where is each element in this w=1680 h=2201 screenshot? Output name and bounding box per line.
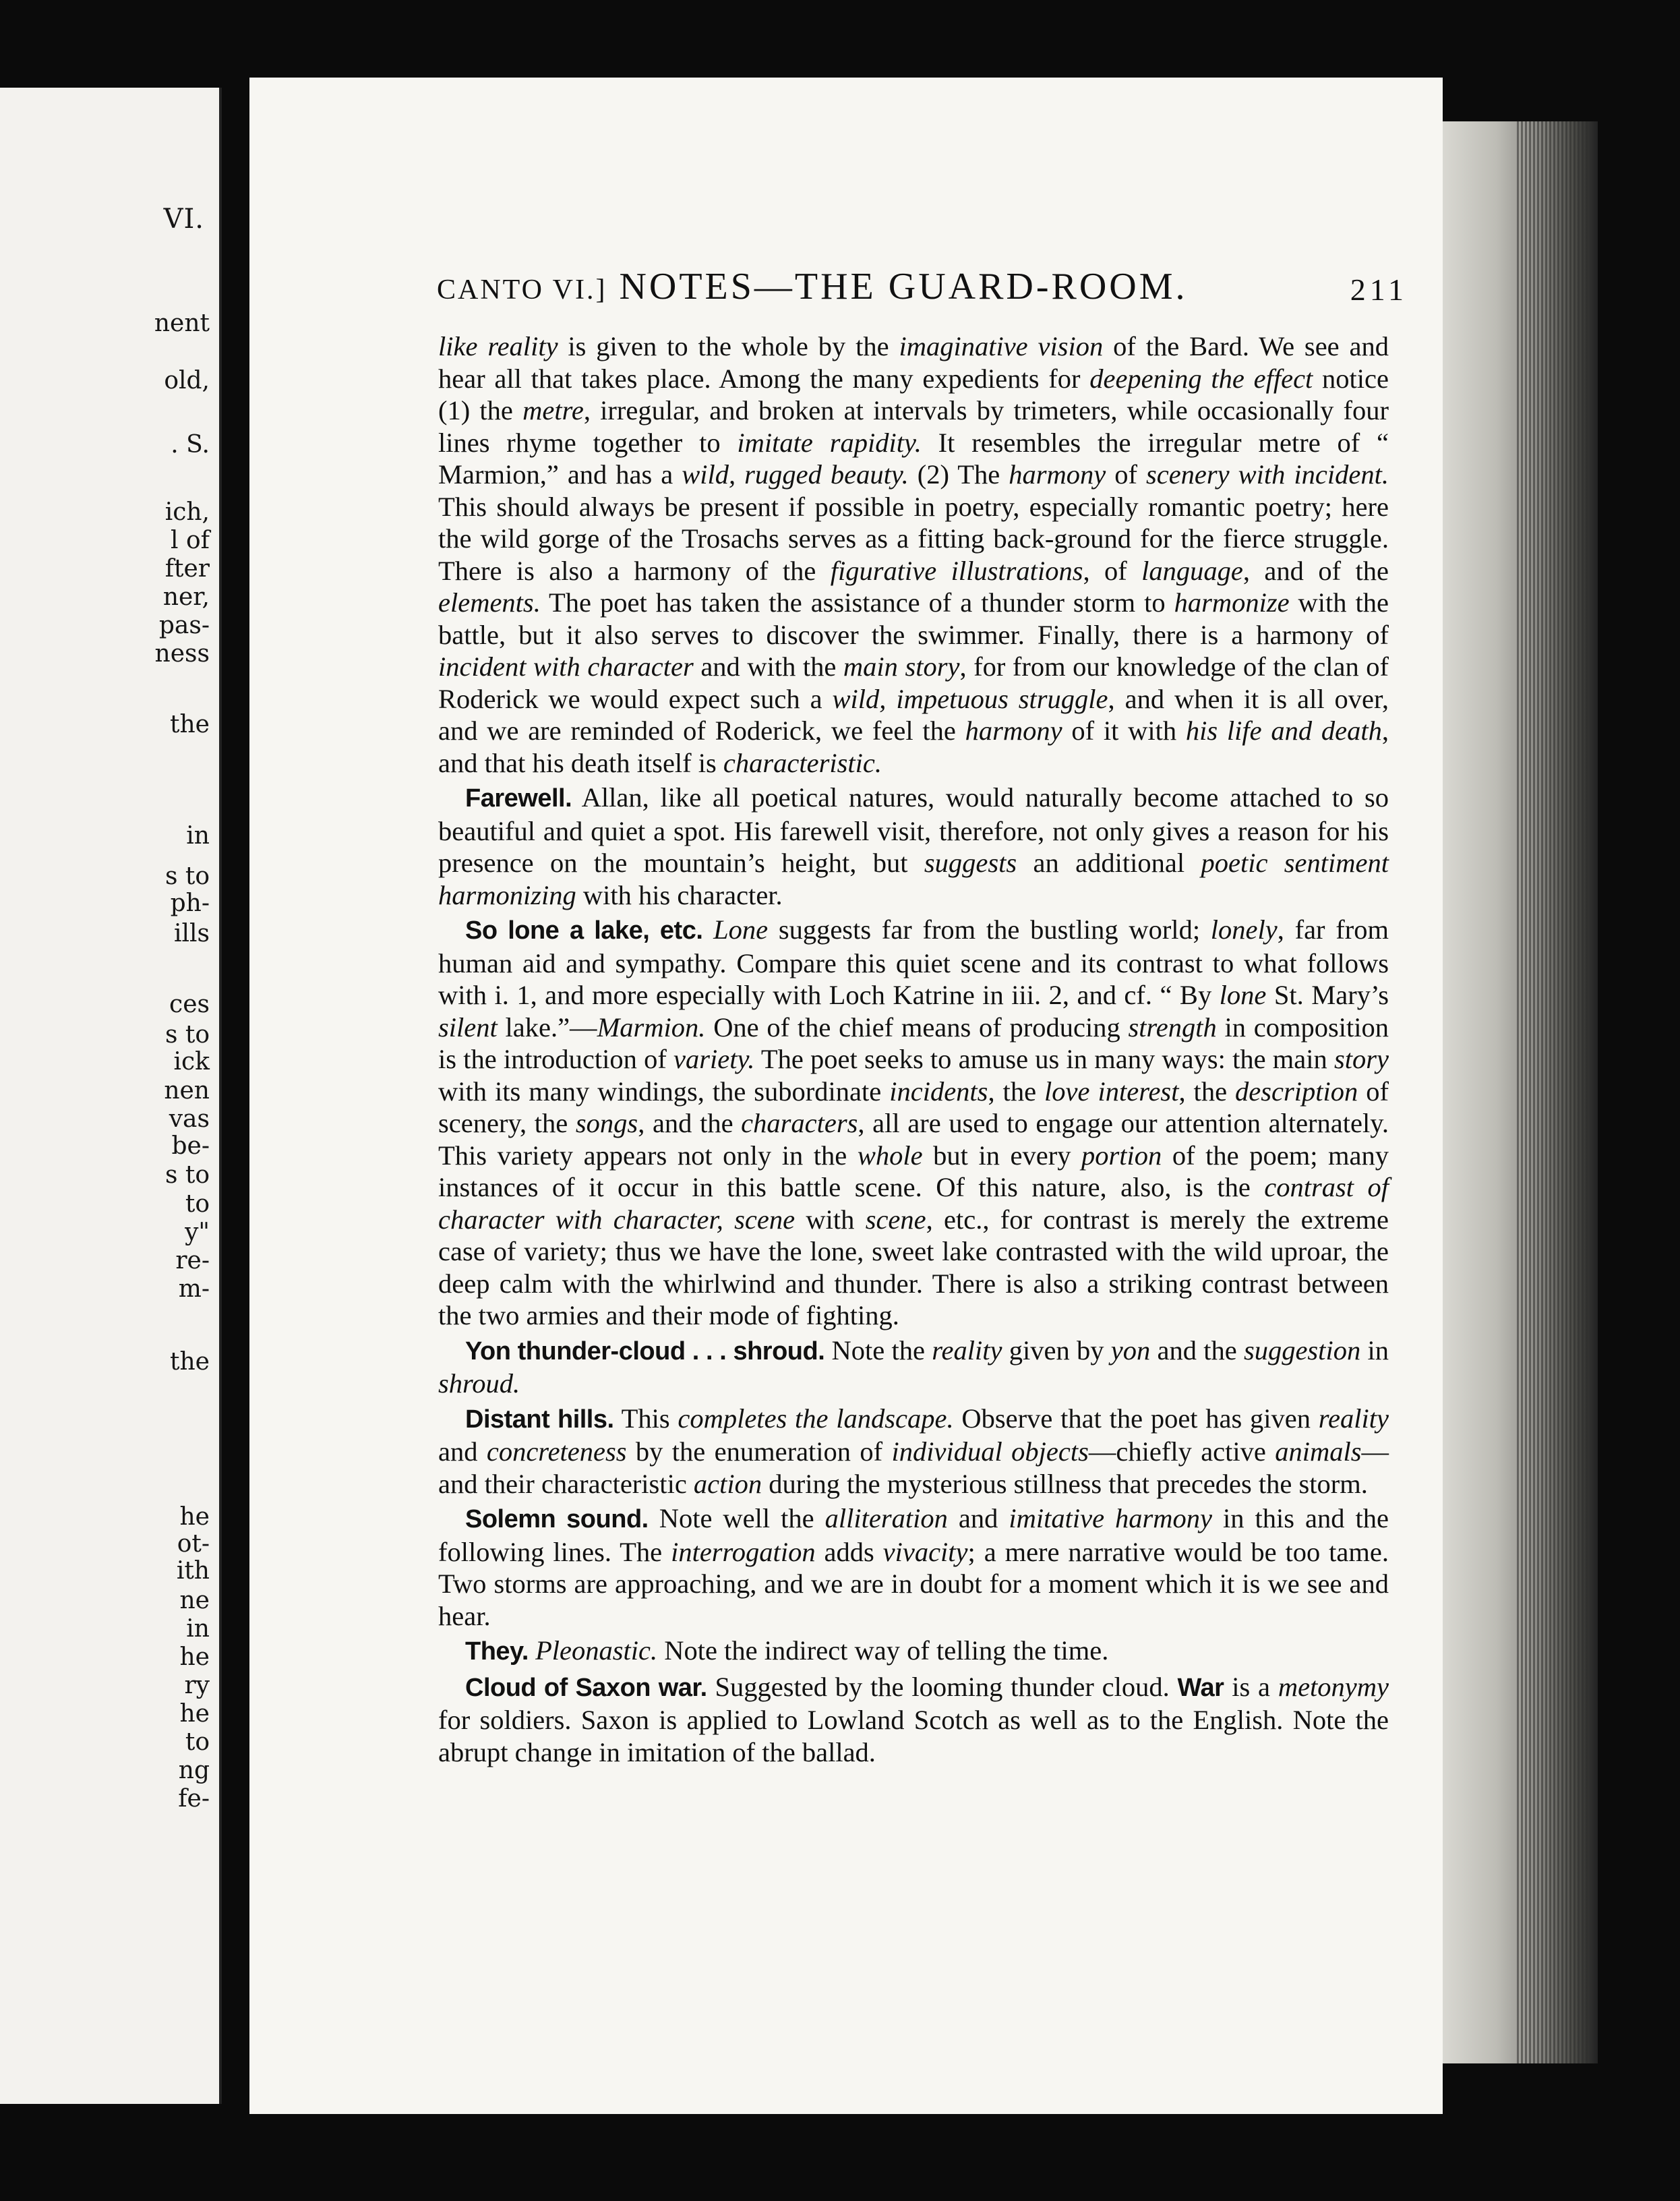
emphasis: main story [843, 651, 960, 682]
page-header [437, 265, 1408, 332]
note-text: of [1106, 459, 1146, 490]
emphasis: poetic sentiment harmonizing [438, 848, 1389, 910]
note-text: during the mysterious stillness that precedes the storm. [762, 1468, 1368, 1499]
left-page-fragment: m- [178, 1275, 210, 1303]
emphasis: reality [1318, 1403, 1389, 1434]
note-text: of scenery, the [438, 1076, 1389, 1138]
note-text: , of [1083, 555, 1142, 586]
book-page [249, 78, 1443, 2114]
emphasis: animals [1275, 1436, 1362, 1467]
running-head-canto: CANTO VI.] [437, 274, 607, 305]
left-page-fragment: ills [173, 920, 210, 947]
emphasis: shroud. [438, 1368, 520, 1399]
emphasis: portion [1081, 1140, 1162, 1171]
note-text: Observe that the poet has given [953, 1403, 1319, 1434]
emphasis: imitative harmony [1009, 1503, 1213, 1533]
note-text: ; a mere narrative would be too tame. Two storms are approaching, and we are in doubt for a moment which it is we see and hear. [438, 1536, 1389, 1631]
emphasis: harmony [965, 715, 1062, 746]
emphasis: reality [932, 1334, 1002, 1366]
emphasis: action [693, 1468, 762, 1499]
emphasis: metre [522, 395, 584, 425]
left-page-fragment: ith [176, 1557, 210, 1585]
notes-body [438, 330, 1389, 1768]
left-page-fragment: fe- [178, 1785, 210, 1813]
note-text: The poet seeks to amuse us in many ways: the main [754, 1044, 1334, 1074]
note-text: , etc., for contrast is merely the extreme case of variety; thus we have the lone, sweet lake contrasted with the wild uproar, the deep calm with the whirlwind and thunder. There is also a striking contrast between the two armies and their mode of fighting. [438, 1204, 1389, 1330]
emphasis: figurative illustrations [830, 555, 1083, 586]
left-page-fragment: s to [164, 862, 210, 890]
note-headword: So lone a lake, etc. [465, 916, 703, 945]
running-head-title: NOTES—THE GUARD-ROOM. [619, 266, 1188, 307]
note-text: an additional [1017, 848, 1201, 878]
emphasis: lonely [1210, 914, 1278, 945]
left-page-fragment: in [186, 822, 210, 850]
left-page-fragment: the [170, 1348, 210, 1376]
note-text: , and when it is all over, and we are reminded of Roderick, we feel the [438, 683, 1389, 746]
left-page-fragment: fter [164, 555, 210, 583]
left-page-fragment: . S. [171, 431, 210, 459]
left-facing-page [0, 88, 222, 2104]
note-text: —chiefly active [1088, 1436, 1276, 1467]
note-text: , for from our knowledge of the clan of Roderick we would expect such a [438, 651, 1389, 714]
note-text: with its many windings, the subordinate [438, 1076, 890, 1107]
note-headword: Yon thunder-cloud . . . shroud. [465, 1337, 825, 1366]
left-page-fragment: be- [171, 1132, 210, 1160]
left-page-fragment: nen [164, 1077, 210, 1105]
note-text: Allan, like all poetical natures, would naturally become attached to so beautiful and quiet a spot. His farewell visit, therefore, not only gives a reason for his presence on the mountain’s height, but [438, 782, 1389, 878]
emphasis: incident with character [438, 651, 694, 682]
left-page-fragment: nent [154, 310, 210, 337]
emphasis: yon [1110, 1334, 1151, 1366]
left-page-fragment: he [179, 1503, 210, 1531]
note-headword: Cloud of Saxon war. [465, 1673, 707, 1702]
note-text: for soldiers. Saxon is applied to Lowland Scotch as well as to the English. Note the abrupt change in imitation of the ballad. [438, 1705, 1389, 1767]
left-page-fragment: re- [175, 1247, 210, 1274]
emphasis: concreteness [486, 1436, 627, 1467]
left-page-fragment: he [179, 1700, 210, 1728]
note-continuation [438, 330, 1389, 779]
note-text: , irregular, and broken at intervals by trimeters, while occasionally four lines rhyme together to [438, 395, 1389, 458]
note-text: with his character. [576, 879, 783, 910]
emphasis: description [1235, 1076, 1358, 1107]
emphasis: suggestion [1243, 1334, 1361, 1366]
note-headword: They. [465, 1637, 529, 1666]
emphasis: harmony [1009, 459, 1106, 490]
emphasis: elements. [438, 587, 541, 618]
note-text: , far from human aid and sympathy. Compare this quiet scene and its contrast to what follows with i. 1, and more especially with Loch Katrine in iii. 2, and cf. “ By [438, 914, 1389, 1010]
note-text: and [947, 1503, 1009, 1533]
emphasis: like reality [438, 331, 558, 361]
emphasis: his life and death [1185, 715, 1382, 746]
note-paragraph [438, 1403, 1389, 1500]
emphasis: whole [857, 1140, 923, 1171]
note-text: given by [1002, 1334, 1111, 1366]
note-text: One of the chief means of producing [705, 1011, 1129, 1043]
emphasis: characters [741, 1108, 858, 1138]
emphasis: Pleonastic. [535, 1635, 658, 1666]
left-page-fragment: he [179, 1643, 210, 1671]
left-page-fragment: in [186, 1615, 210, 1643]
note-text: and the [1150, 1334, 1244, 1366]
note-text: The poet has taken the assistance of a thunder storm to [540, 587, 1174, 618]
note-headword: Farewell. [465, 784, 572, 813]
emphasis: scenery with incident. [1145, 459, 1389, 490]
note-text: This [613, 1403, 678, 1434]
left-page-fragment: ner, [162, 583, 210, 611]
emphasis: story [1334, 1044, 1389, 1074]
left-page-fragment: pas- [158, 612, 210, 639]
emphasis: metonymy [1278, 1671, 1389, 1702]
note-text: Suggested by the looming thunder cloud. [707, 1671, 1178, 1702]
left-page-fragment: ph- [170, 889, 210, 917]
note-headword: Distant hills. [465, 1405, 614, 1434]
note-text: notice (1) the [438, 363, 1389, 425]
note-text: (2) The [908, 459, 1009, 490]
left-page-fragment: ness [154, 640, 210, 668]
emphasis: imaginative vision [899, 331, 1104, 361]
note-paragraph [438, 782, 1389, 911]
left-page-fragment: ot- [177, 1530, 210, 1558]
emphasis: vivacity [882, 1536, 968, 1567]
left-page-fragment: y" [185, 1219, 210, 1246]
emphasis: imitate rapidity. [737, 427, 922, 458]
note-text: St. Mary’s [1266, 980, 1389, 1010]
note-paragraph [438, 1635, 1389, 1668]
emphasis: love interest [1044, 1076, 1179, 1107]
note-text: and with the [693, 651, 843, 682]
note-text: —and their characteristic [438, 1436, 1389, 1499]
note-text: , and that his death itself is [438, 715, 1389, 778]
note-text: in [1360, 1334, 1389, 1366]
note-text: , all are used to engage our attention alternately. This variety appears not only in the [438, 1108, 1389, 1171]
note-text: with the battle, but it also serves to discover the swimmer. Finally, there is a harmony of [438, 587, 1389, 650]
note-text: but in every [922, 1140, 1082, 1171]
left-page-fragment: ne [179, 1587, 210, 1614]
note-text [702, 914, 713, 945]
left-page-fragment: s to [164, 1021, 210, 1049]
left-page-fragment: ry [184, 1672, 210, 1699]
note-text: lake.”— [497, 1011, 597, 1043]
note-text: This should always be present if possible in poetry, especially romantic poetry; here the wild gorge of the Trosachs serves as a fitting back-ground for the fierce struggle. There is also a harmony of the [438, 491, 1389, 586]
emphasis: contrast of character with character, scene [438, 1172, 1389, 1235]
emphasis: lone [1219, 980, 1267, 1010]
emphasis: scene [865, 1204, 926, 1235]
emphasis: songs [575, 1108, 638, 1138]
note-text: suggests far from the bustling world; [768, 914, 1211, 945]
emphasis: silent [438, 1011, 498, 1043]
emphasis: wild, impetuous struggle [832, 683, 1108, 714]
note-text: , and the [638, 1108, 742, 1138]
note-text: , the [988, 1076, 1045, 1107]
left-page-fragment: ng [178, 1757, 210, 1784]
emphasis: individual objects [891, 1436, 1089, 1467]
note-text: of the poem; many instances of it occur in this battle scene. Of this nature, also, is the [438, 1140, 1389, 1202]
note-paragraph [438, 1334, 1389, 1400]
left-page-fragment: l of [171, 527, 210, 554]
note-text: Note the [824, 1334, 932, 1366]
note-text: with [795, 1204, 866, 1235]
left-page-fragment: ich, [164, 498, 210, 526]
emphasis: variety. [673, 1044, 755, 1074]
note-text [529, 1635, 535, 1666]
note-text: Note the indirect way of telling the time. [657, 1635, 1109, 1666]
emphasis: strength [1128, 1011, 1217, 1043]
emphasis: characteristic. [723, 747, 882, 778]
emphasis: incidents [889, 1076, 988, 1107]
emphasis: interrogation [671, 1536, 816, 1567]
note-paragraph [438, 1502, 1389, 1632]
note-headword: War [1177, 1673, 1224, 1702]
left-page-fragment: the [170, 711, 210, 738]
left-page-fragment: VI. [163, 204, 204, 235]
emphasis: alliteration [824, 1503, 948, 1533]
emphasis: wild, rugged beauty. [682, 459, 909, 490]
note-text: Note well the [648, 1503, 825, 1533]
left-page-fragment: old, [164, 367, 210, 394]
note-text: in this and the following lines. The [438, 1503, 1389, 1567]
note-paragraph [438, 1671, 1389, 1769]
left-page-fragment: to [185, 1190, 210, 1218]
emphasis: Marmion. [597, 1011, 706, 1043]
left-page-fragment: s to [164, 1161, 210, 1189]
note-text: of it with [1062, 715, 1186, 746]
note-headword: Solemn sound. [465, 1505, 649, 1533]
note-text: and [438, 1436, 487, 1467]
emphasis: deepening the effect [1089, 363, 1313, 394]
left-page-fragment: ces [169, 991, 210, 1018]
left-page-fragment: vas [169, 1105, 210, 1133]
note-text: , the [1178, 1076, 1236, 1107]
note-paragraph [438, 914, 1389, 1332]
running-head [437, 265, 1188, 308]
emphasis: suggests [924, 848, 1017, 878]
emphasis: Lone [713, 914, 769, 945]
note-text: by the enumeration of [626, 1436, 892, 1467]
note-text: , and of the [1242, 555, 1389, 586]
note-text: is a [1224, 1671, 1278, 1702]
note-text: of the Bard. We see and hear all that takes place. Among the many expedients for [438, 331, 1389, 394]
left-page-fragment: ick [173, 1048, 210, 1076]
note-text: adds [815, 1536, 883, 1567]
emphasis: completes the landscape. [678, 1403, 954, 1434]
note-text: is given to the whole by the [558, 331, 899, 361]
page-number: 211 [1350, 272, 1408, 307]
emphasis: harmonize [1174, 587, 1290, 618]
note-text: It resembles the irregular metre of “ Marmion,” and has a [438, 427, 1389, 490]
left-page-fragment: to [185, 1728, 210, 1756]
note-text: in composition is the introduction of [438, 1011, 1389, 1074]
emphasis: language [1141, 555, 1243, 586]
page-edge-stack [1443, 121, 1598, 2063]
